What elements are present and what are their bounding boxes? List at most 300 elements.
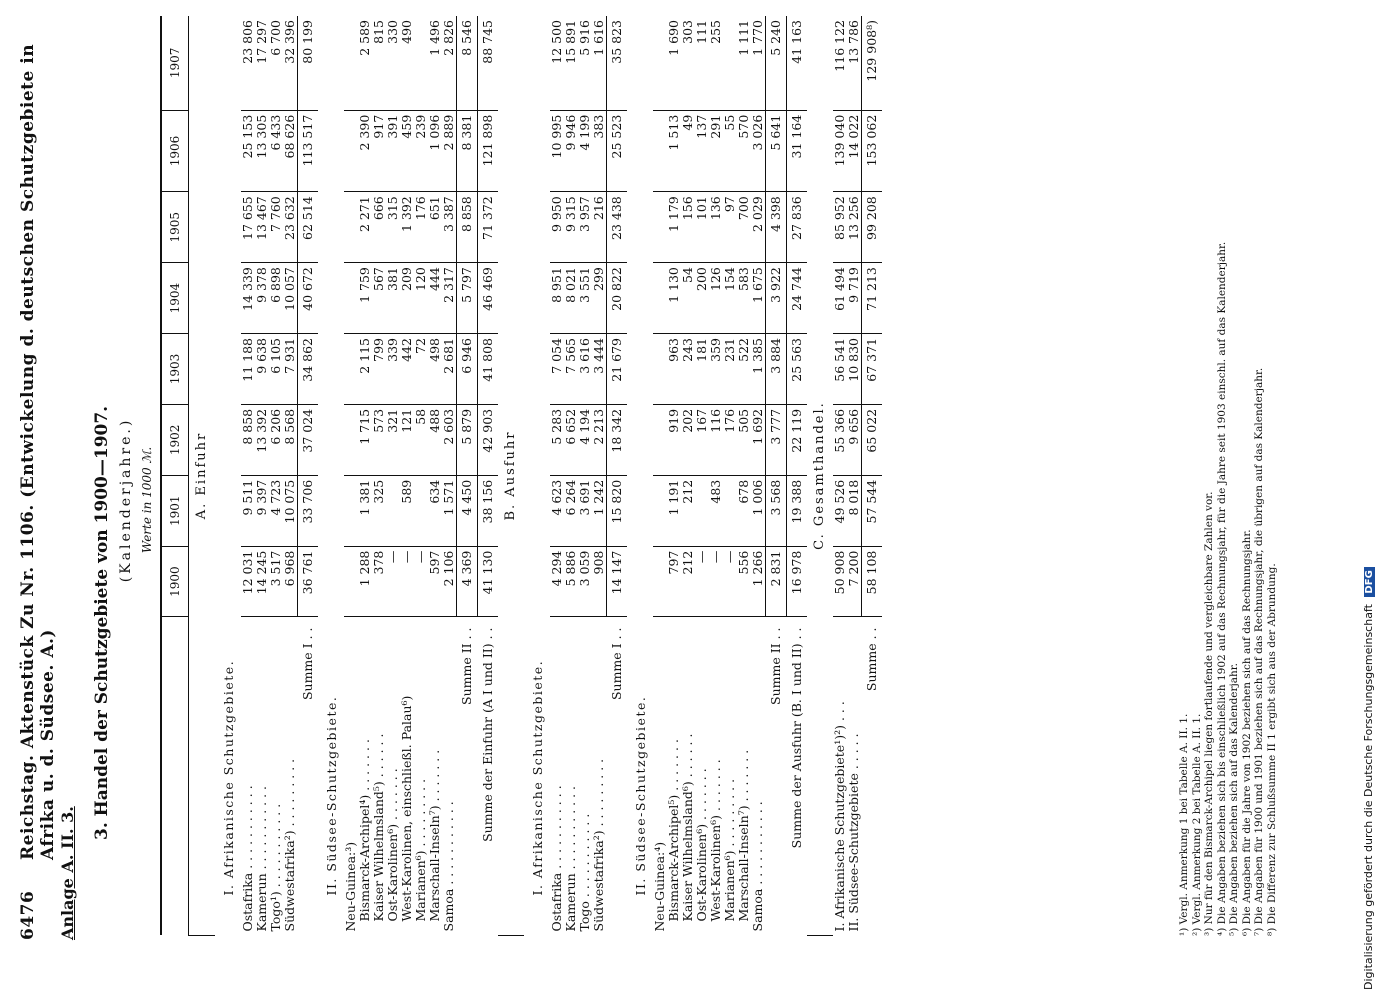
value-cell: 570 (737, 110, 751, 192)
value-cell: 120 (414, 263, 428, 334)
value-cell: 38 156 (478, 475, 499, 546)
value-cell: 13 305 (255, 110, 269, 192)
row-label: Summe I . . (608, 627, 624, 701)
table-row (847, 16, 862, 936)
value-cell: 2 889 (442, 110, 457, 192)
table-row (695, 16, 709, 936)
value-cell: 6 968 (283, 546, 298, 617)
value-cell (344, 263, 358, 334)
value-cell: 23 806 (241, 16, 255, 110)
value-cell (723, 475, 737, 546)
value-cell: 7 200 (847, 546, 862, 617)
value-cell: 35 823 (607, 16, 628, 110)
value-cell: 23 632 (283, 192, 298, 263)
value-cell (414, 16, 428, 110)
value-cell (653, 110, 667, 192)
value-cell: 2 681 (442, 334, 457, 405)
value-cell: 3 444 (592, 334, 607, 405)
table-row (386, 16, 400, 936)
table-row (564, 16, 578, 936)
value-cell: 7 931 (283, 334, 298, 405)
value-cell: 176 (723, 404, 737, 475)
value-cell: 3 568 (766, 475, 787, 546)
table-row (442, 16, 457, 936)
value-cell: 4 398 (766, 192, 787, 263)
value-cell: 9 315 (564, 192, 578, 263)
row-label: Ost-Karolinen⁶) . . . . . . . (694, 768, 709, 922)
table-row (269, 16, 283, 936)
value-cell: 589 (400, 475, 414, 546)
value-cell: 25 563 (787, 334, 808, 405)
table-row (709, 16, 723, 936)
table-row (578, 16, 592, 936)
sum-row (298, 16, 319, 936)
value-cell: 2 589 (358, 16, 372, 110)
value-cell: 65 022 (862, 404, 883, 475)
value-cell: 315 (386, 192, 400, 263)
subsection-heading: II. Südsee-Schutzgebiete. (633, 695, 648, 896)
value-cell: 1 179 (667, 192, 681, 263)
value-cell: 8 018 (847, 475, 862, 546)
value-cell (344, 110, 358, 192)
row-label: Kamerun . . . . . . . . . . . (254, 785, 269, 932)
value-cell: 136 (709, 192, 723, 263)
value-cell: 963 (667, 334, 681, 405)
value-cell: 57 544 (862, 475, 883, 546)
value-cell: 11 188 (241, 334, 255, 405)
table-row (592, 16, 607, 936)
value-cell: 10 075 (283, 475, 298, 546)
footnote: ⁸) Die Differenz zur Schlußsumme II 1 ergibt sich aus der Abrundung. (1265, 563, 1278, 936)
value-cell: 797 (667, 546, 681, 617)
value-cell: 25 523 (607, 110, 628, 192)
value-cell: 153 062 (862, 110, 883, 192)
value-cell: 7 054 (550, 334, 564, 405)
value-cell: 61 494 (833, 263, 847, 334)
value-cell (344, 546, 358, 617)
value-cell: 243 (681, 334, 695, 405)
footnote: ³) Nur für den Bismarck-Archipel liegen fortlaufende und vergleichbare Zahlen vor. (1203, 491, 1215, 936)
value-cell: 3 059 (578, 546, 592, 617)
digitization-sidebar (1358, 0, 1383, 1000)
value-cell: 9 397 (255, 475, 269, 546)
value-cell: 18 342 (607, 404, 628, 475)
sum-row (478, 16, 499, 936)
value-cell (653, 404, 667, 475)
value-cell: 56 541 (833, 334, 847, 405)
value-cell: 10 995 (550, 110, 564, 192)
sum-row (766, 16, 787, 936)
value-cell: 68 626 (283, 110, 298, 192)
value-cell: 6 105 (269, 334, 283, 405)
row-label: Summe I . . (299, 627, 315, 701)
footnote: ⁵) Die Angaben beziehen sich auf das Kalenderjahr. (1228, 662, 1240, 936)
value-cell: 101 (695, 192, 709, 263)
value-cell: 1 006 (751, 475, 766, 546)
table-row (653, 16, 667, 936)
row-label: Summe der Einfuhr (A I und II) . . (479, 627, 495, 842)
value-cell: 3 884 (766, 334, 787, 405)
col-header: 1903 (161, 334, 189, 405)
subsection-heading: II. Südsee-Schutzgebiete. (324, 695, 339, 896)
section-heading-einfuhr: A. Einfuhr (189, 16, 216, 936)
value-cell: 1 381 (358, 475, 372, 546)
value-cell (653, 334, 667, 405)
value-cell (344, 16, 358, 110)
value-cell: 919 (667, 404, 681, 475)
table-row (372, 16, 386, 936)
value-cell: 1 385 (751, 334, 766, 405)
value-cell: 6 946 (457, 334, 478, 405)
section-heading-gesamthandel: C. Gesamthandel. (807, 16, 833, 936)
value-cell: 5 916 (578, 16, 592, 110)
anlage-label: Anlage A. II. 3. (58, 806, 77, 940)
footnotes (1178, 36, 1278, 936)
value-cell: 24 744 (787, 263, 808, 334)
value-cell: 156 (681, 192, 695, 263)
value-cell: 1 111 (737, 16, 751, 110)
value-cell: 4 623 (550, 475, 564, 546)
value-cell: 359 (709, 334, 723, 405)
value-cell: 8 858 (457, 192, 478, 263)
value-cell: 6 700 (269, 16, 283, 110)
value-cell: 13 256 (847, 192, 862, 263)
value-cell: 137 (695, 110, 709, 192)
value-cell: 8 951 (550, 263, 564, 334)
value-cell: 71 213 (862, 263, 883, 334)
value-cell: 1 392 (400, 192, 414, 263)
value-cell: 5 641 (766, 110, 787, 192)
col-header: 1901 (161, 475, 189, 546)
value-cell: 17 297 (255, 16, 269, 110)
value-cell: 49 (681, 110, 695, 192)
value-cell: 62 514 (298, 192, 319, 263)
row-label: Ostafrika . . . . . . . . . . . (549, 785, 564, 932)
value-cell: 8 021 (564, 263, 578, 334)
value-cell: 1 759 (358, 263, 372, 334)
table-row (723, 16, 737, 936)
value-cell: 490 (400, 16, 414, 110)
value-cell: 1 770 (751, 16, 766, 110)
value-cell: 339 (386, 334, 400, 405)
row-label: Summe II . . (459, 627, 474, 705)
value-cell: 3 551 (578, 263, 592, 334)
value-cell (344, 475, 358, 546)
value-cell: 9 946 (564, 110, 578, 192)
value-cell: 231 (723, 334, 737, 405)
value-cell: 5 240 (766, 16, 787, 110)
value-cell: 4 199 (578, 110, 592, 192)
value-cell: 20 822 (607, 263, 628, 334)
value-cell: 212 (681, 546, 695, 617)
table-row (751, 16, 766, 936)
value-cell: 67 371 (862, 334, 883, 405)
column-header-row (161, 16, 189, 936)
dfg-logo: DFG (1364, 567, 1375, 596)
value-cell: 498 (428, 334, 442, 405)
value-cell: 3 387 (442, 192, 457, 263)
col-header: 1900 (161, 546, 189, 617)
sum-row (457, 16, 478, 936)
table-row (737, 16, 751, 936)
value-cell: 129 908⁸) (862, 16, 883, 110)
value-cell: 41 808 (478, 334, 499, 405)
row-label: I. Afrikanische Schutzgebiete¹)²) . . . (832, 701, 847, 932)
value-cell: — (723, 546, 737, 617)
digitization-credit (1362, 567, 1375, 990)
value-cell: 8 568 (283, 404, 298, 475)
page-number: 6476 (18, 890, 38, 940)
value-cell: 9 656 (847, 404, 862, 475)
value-cell: 14 245 (255, 546, 269, 617)
value-cell (344, 334, 358, 405)
value-cell: 556 (737, 546, 751, 617)
row-label: Kamerun . . . . . . . . . . . (563, 785, 578, 932)
value-cell: 567 (372, 263, 386, 334)
table-row (400, 16, 414, 936)
value-cell: 634 (428, 475, 442, 546)
value-cell: 459 (400, 110, 414, 192)
footnote: ²) Vergl. Anmerkung 2 bei Tabelle A. II. 1. (1190, 713, 1203, 936)
value-cell: 23 438 (607, 192, 628, 263)
table-row (833, 16, 847, 936)
row-label: Südwestafrika²) . . . . . . . . . (282, 758, 298, 932)
value-cell: 799 (372, 334, 386, 405)
col-header: 1907 (161, 16, 189, 110)
value-cell: 3 777 (766, 404, 787, 475)
value-cell: 4 450 (457, 475, 478, 546)
value-cell: 15 891 (564, 16, 578, 110)
footnote: ⁴) Die Angaben beziehen sich bis einschließlich 1902 auf das Rechnungsjahr, für die Jahre seit 1903 einschl. auf das Kalenderjahr. (1215, 241, 1228, 936)
value-cell: 113 517 (298, 110, 319, 192)
table-row (414, 16, 428, 936)
value-cell: 139 040 (833, 110, 847, 192)
value-cell: 97 (723, 192, 737, 263)
value-cell: 8 381 (457, 110, 478, 192)
value-cell: 19 388 (787, 475, 808, 546)
row-label: Marschall-Inseln⁷) . . . . . . . (736, 749, 751, 922)
value-cell: 14 339 (241, 263, 255, 334)
label-header (161, 617, 189, 936)
value-cell: 46 469 (478, 263, 499, 334)
value-cell: 1 690 (667, 16, 681, 110)
value-cell: 291 (709, 110, 723, 192)
table-row (667, 16, 681, 936)
value-cell (653, 16, 667, 110)
value-cell: 6 652 (564, 404, 578, 475)
value-cell: 2 603 (442, 404, 457, 475)
row-label: Ostafrika . . . . . . . . . . . (240, 785, 255, 932)
value-cell: 13 467 (255, 192, 269, 263)
value-cell: 55 (723, 110, 737, 192)
value-cell: 330 (386, 16, 400, 110)
value-cell: 483 (709, 475, 723, 546)
value-cell: 2 029 (751, 192, 766, 263)
value-cell (344, 404, 358, 475)
value-cell: 33 706 (298, 475, 319, 546)
value-cell: 1 096 (428, 110, 442, 192)
value-cell: 4 294 (550, 546, 564, 617)
value-cell: 12 500 (550, 16, 564, 110)
value-cell: 58 108 (862, 546, 883, 617)
value-cell: 58 (414, 404, 428, 475)
value-cell: 5 797 (457, 263, 478, 334)
value-cell: 121 898 (478, 110, 499, 192)
value-cell: 666 (372, 192, 386, 263)
value-cell: 4 369 (457, 546, 478, 617)
row-label: Summe der Ausfuhr (B. I und II) . . (788, 627, 804, 849)
value-cell: 41 130 (478, 546, 499, 617)
value-cell: 111 (695, 16, 709, 110)
value-cell: 239 (414, 110, 428, 192)
value-cell: 1 130 (667, 263, 681, 334)
trade-table (160, 16, 882, 936)
sum-row (862, 16, 883, 936)
value-cell: 9 638 (255, 334, 269, 405)
value-cell: 4 723 (269, 475, 283, 546)
value-cell: 22 119 (787, 404, 808, 475)
value-cell: 8 546 (457, 16, 478, 110)
col-header: 1902 (161, 404, 189, 475)
value-cell: 9 719 (847, 263, 862, 334)
value-cell: 597 (428, 546, 442, 617)
value-cell: 121 (400, 404, 414, 475)
value-cell: 25 153 (241, 110, 255, 192)
value-cell: 1 242 (592, 475, 607, 546)
row-label: Togo . . . . . . . . . . . (577, 813, 592, 932)
value-cell: 2 831 (766, 546, 787, 617)
value-cell: 4 194 (578, 404, 592, 475)
col-header: 1904 (161, 263, 189, 334)
row-label: Kaiser Wilhelmsland⁶) . . . . . . (680, 733, 695, 922)
value-cell: 14 022 (847, 110, 862, 192)
subsection-heading: I. Afrikanische Schutzgebiete. (221, 659, 236, 896)
value-cell: 299 (592, 263, 607, 334)
value-cell: 2 106 (442, 546, 457, 617)
value-cell: 31 164 (787, 110, 808, 192)
value-cell: 37 024 (298, 404, 319, 475)
value-cell: 1 616 (592, 16, 607, 110)
value-cell: 167 (695, 404, 709, 475)
value-cell: 85 952 (833, 192, 847, 263)
table-row (241, 16, 255, 936)
value-cell: 678 (737, 475, 751, 546)
header-title: Reichstag. Aktenstück Zu Nr. 1106. (Entwickelung d. deutschen Schutzgebiete in Afrika u. d. Südsee. A.) (18, 43, 58, 860)
table-row (283, 16, 298, 936)
value-cell (653, 263, 667, 334)
value-cell: 325 (372, 475, 386, 546)
value-cell: 1 496 (428, 16, 442, 110)
value-cell: 573 (372, 404, 386, 475)
value-cell: 1 692 (751, 404, 766, 475)
row-label: Kaiser Wilhelmsland⁵) . . . . . . (371, 733, 386, 922)
value-cell: 9 950 (550, 192, 564, 263)
value-cell: 1 675 (751, 263, 766, 334)
value-cell: — (709, 546, 723, 617)
value-cell: 99 208 (862, 192, 883, 263)
value-cell: 7 760 (269, 192, 283, 263)
value-cell: 255 (709, 16, 723, 110)
section-heading-ausfuhr: B. Ausfuhr (498, 16, 524, 936)
value-cell: 383 (592, 110, 607, 192)
value-cell: 176 (414, 192, 428, 263)
value-cell: 7 565 (564, 334, 578, 405)
value-cell: 6 206 (269, 404, 283, 475)
value-cell (695, 475, 709, 546)
value-cell: — (386, 546, 400, 617)
value-cell: 202 (681, 404, 695, 475)
table-row (550, 16, 564, 936)
value-cell: 442 (400, 334, 414, 405)
value-cell: 700 (737, 192, 751, 263)
value-cell: 12 031 (241, 546, 255, 617)
value-cell: 3 957 (578, 192, 592, 263)
value-cell (653, 475, 667, 546)
value-cell: 116 (709, 404, 723, 475)
value-cell: 10 830 (847, 334, 862, 405)
value-cell: — (695, 546, 709, 617)
value-cell: 1 571 (442, 475, 457, 546)
value-cell: 42 903 (478, 404, 499, 475)
credit-text: Digitalisierung gefördert durch die Deutsche Forschungsgemeinschaft (1362, 604, 1375, 990)
value-cell: 36 761 (298, 546, 319, 617)
value-cell: 13 786 (847, 16, 862, 110)
row-label: Neu-Guinea:⁴) (652, 841, 667, 932)
value-cell (344, 192, 358, 263)
value-cell: 181 (695, 334, 709, 405)
col-header: 1906 (161, 110, 189, 192)
value-cell: 1 288 (358, 546, 372, 617)
value-cell: 488 (428, 404, 442, 475)
value-cell: 5 283 (550, 404, 564, 475)
value-cell: 9 511 (241, 475, 255, 546)
value-cell: 55 366 (833, 404, 847, 475)
footnote: ⁷) Die Angaben für 1900 und 1901 beziehen sich auf das Rechnungsjahr, die übrigen auf das Kalenderjahr. (1253, 367, 1265, 936)
value-cell: 6 264 (564, 475, 578, 546)
value-cell: 34 862 (298, 334, 319, 405)
table-title: 3. Handel der Schutzgebiete von 1900—1907. (92, 405, 112, 840)
value-cell: 6 433 (269, 110, 283, 192)
row-label: Neu-Guinea:³) (343, 841, 358, 932)
value-cell: 505 (737, 404, 751, 475)
table-row (428, 16, 442, 936)
value-cell: 88 745 (478, 16, 499, 110)
value-cell (386, 475, 400, 546)
value-cell: 200 (695, 263, 709, 334)
value-cell: 3 517 (269, 546, 283, 617)
page-header (18, 40, 58, 940)
row-label: Summe II . . (768, 627, 783, 705)
value-cell: 321 (386, 404, 400, 475)
value-cell: 9 378 (255, 263, 269, 334)
value-cell: 10 057 (283, 263, 298, 334)
value-cell: 209 (400, 263, 414, 334)
col-header: 1905 (161, 192, 189, 263)
value-cell: 32 396 (283, 16, 298, 110)
row-label: Ost-Karolinen⁶) . . . . . . . (385, 768, 400, 922)
unit-note: Werte in 1000 ℳ. (140, 446, 154, 554)
value-cell: 80 199 (298, 16, 319, 110)
value-cell: 21 679 (607, 334, 628, 405)
value-cell: 1 715 (358, 404, 372, 475)
value-cell: 8 858 (241, 404, 255, 475)
footnote: ¹) Vergl. Anmerkung 1 bei Tabelle A. II. 1. (1178, 713, 1190, 936)
value-cell: 815 (372, 16, 386, 110)
value-cell: 71 372 (478, 192, 499, 263)
value-cell: 1 513 (667, 110, 681, 192)
value-cell: 1 266 (751, 546, 766, 617)
value-cell: 14 147 (607, 546, 628, 617)
